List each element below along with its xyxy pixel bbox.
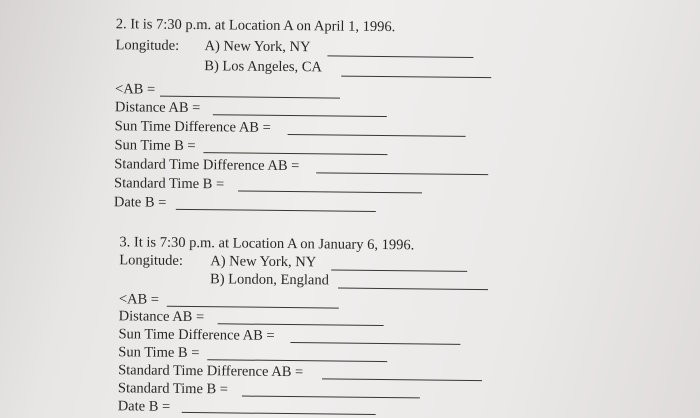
- q2-distance-label: Distance AB =: [114, 99, 201, 117]
- q2-std-time-diff-label: Standard Time Difference AB =: [114, 156, 300, 175]
- q3-date-b-blank[interactable]: [182, 412, 376, 415]
- q2-longitude-label: Longitude:: [115, 37, 180, 54]
- q3-location-b-blank[interactable]: [338, 288, 488, 291]
- q2-date-b-label: Date B =: [113, 194, 167, 211]
- q3-date-b-label: Date B =: [117, 398, 171, 415]
- q2-sun-time-diff-label: Sun Time Difference AB =: [114, 118, 271, 136]
- q2-std-time-b-blank[interactable]: [238, 191, 422, 194]
- q2-prompt: 2. It is 7:30 p.m. at Location A on April 1, 1996.: [115, 16, 396, 36]
- q3-sun-time-diff-blank[interactable]: [290, 342, 460, 345]
- q2-sun-time-diff-blank[interactable]: [288, 134, 466, 137]
- q3-prompt: 3. It is 7:30 p.m. at Location A on January 6, 1996.: [119, 234, 415, 254]
- q2-date-b-blank[interactable]: [176, 209, 376, 212]
- q3-sun-time-diff-label: Sun Time Difference AB =: [118, 326, 275, 344]
- q3-std-time-diff-label: Standard Time Difference AB =: [118, 362, 304, 381]
- q3-angle-label: <AB =: [118, 291, 160, 308]
- q2-location-b: B) Los Angeles, CA: [204, 58, 323, 76]
- q2-angle-label: <AB =: [114, 81, 156, 98]
- q2-location-a-blank[interactable]: [327, 55, 473, 58]
- q3-std-time-b-blank[interactable]: [242, 396, 420, 399]
- q2-std-time-diff-blank[interactable]: [316, 172, 488, 175]
- q3-distance-label: Distance AB =: [118, 308, 205, 326]
- q3-std-time-b-label: Standard Time B =: [117, 380, 229, 398]
- q3-sun-time-b-label: Sun Time B =: [118, 344, 200, 362]
- q3-location-a-blank[interactable]: [331, 269, 467, 271]
- q3-location-a: A) New York, NY: [210, 253, 317, 271]
- q2-distance-blank[interactable]: [213, 114, 387, 117]
- q3-std-time-diff-blank[interactable]: [322, 378, 482, 381]
- q2-location-a: A) New York, NY: [204, 38, 311, 56]
- q2-sun-time-b-blank[interactable]: [203, 152, 387, 155]
- q3-location-b: B) London, England: [210, 271, 329, 289]
- q2-std-time-b-label: Standard Time B =: [114, 175, 225, 193]
- q3-longitude-label: Longitude:: [119, 252, 184, 269]
- q2-location-b-blank[interactable]: [341, 76, 491, 79]
- q2-sun-time-b-label: Sun Time B =: [114, 137, 196, 155]
